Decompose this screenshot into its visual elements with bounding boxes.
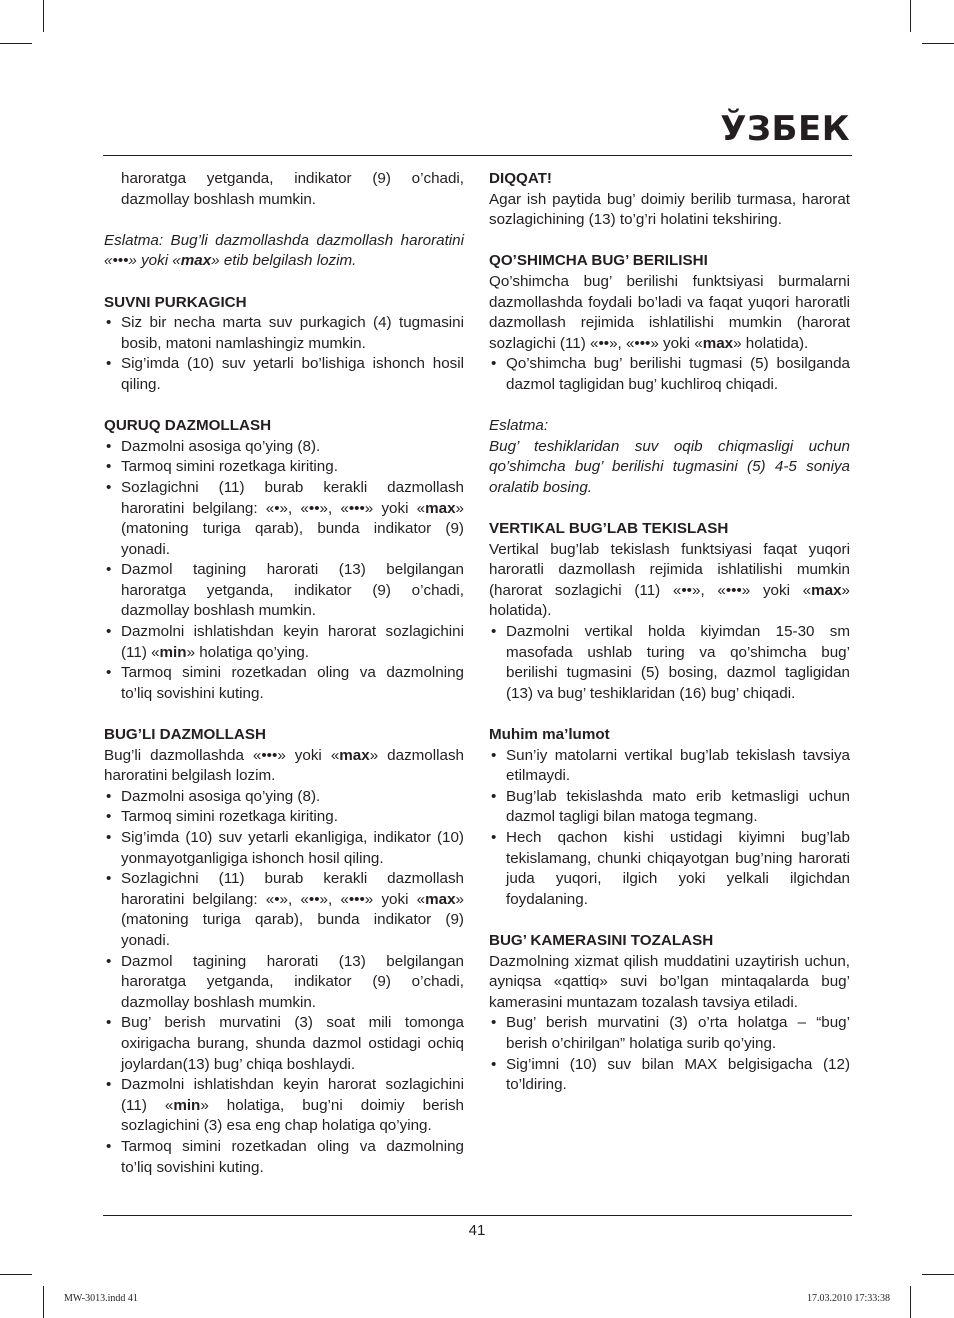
section-heading: SUVNI PURKAGICH: [104, 293, 247, 311]
bullet-list: [489, 354, 850, 395]
header-rule: [103, 155, 852, 156]
footer-rule: [103, 1215, 852, 1216]
list-item: • Dazmolni ishlatishdan keyin harorat sozlagichini (11) «min» holatiga, bug’ni doimiy berish sozlagichini (3) esa eng chap holatiga qo’ying.: [104, 1075, 464, 1137]
crop-mark: [0, 43, 32, 44]
list-item: • Qo’shimcha bug’ berilishi tugmasi (5) bosilganda dazmol tagligidan bug’ kuchliroq chiqadi.: [489, 354, 850, 395]
list-item: • Sun’iy matolarni vertikal bug’lab tekislash tavsiya etilmaydi.: [489, 746, 850, 787]
section-heading: Muhim ma’lumot: [489, 726, 610, 744]
spacer: [104, 210, 464, 231]
spacer: [489, 910, 850, 931]
list-item: • Dazmolni vertikal holda kiyimdan 15-30 sm masofada ushlab turing va qo’shimcha bug’ berilishi tugmasini (5) bosing, dazmol tagligidan (13) va bug’ teshiklaridan (16) bug’ chiqadi.: [489, 622, 850, 704]
list-item: • Sig’imda (10) suv yetarli bo’lishiga ishonch hosil qiling.: [104, 354, 464, 395]
spacer: [104, 396, 464, 417]
list-item: • Tarmoq simini rozetkaga kiriting.: [104, 457, 464, 478]
left-column: [104, 169, 464, 1178]
crop-mark: [0, 1274, 32, 1275]
intro-paragraph: haroratga yetganda, indikator (9) o’chadi, dazmollay boshlash mumkin.: [121, 170, 464, 208]
note-paragraph: Eslatma: Bug’li dazmollashda dazmollash haroratini «•••» yoki «max» etib belgilash lozim.: [104, 231, 464, 270]
crop-mark: [922, 1274, 954, 1275]
list-item: • Dazmolni asosiga qo’ying (8).: [104, 787, 464, 808]
list-item: • Hech qachon kishi ustidagi kiyimni bug’lab tekislamang, chunki chiqayotgan bug’ning harorati juda yuqori, ilgich yoki yelkali ilgichdan foydalaning.: [489, 828, 850, 910]
page-title: ЎЗБЕК: [720, 109, 850, 149]
spacer: [489, 396, 850, 417]
list-item: • Tarmoq simini rozetkaga kiriting.: [104, 807, 464, 828]
crop-mark: [922, 43, 954, 44]
print-slug-date: 17.03.2010 17:33:38: [806, 1293, 890, 1304]
section-heading: BUG’ KAMERASINI TOZALASH: [489, 931, 714, 949]
list-item: • Bug’lab tekislashda mato erib ketmasligi uchun dazmol tagligi bilan matoga tegmang.: [489, 787, 850, 828]
list-item: • Dazmolni asosiga qo’ying (8).: [104, 437, 464, 458]
list-item: • Dazmol tagining harorati (13) belgilangan haroratga yetganda, indikator (9) o’chadi, dazmollay boshlash mumkin.: [104, 560, 464, 622]
section-heading: QO’SHIMCHA BUG’ BERILISHI: [489, 252, 708, 270]
bullet-list: [489, 1013, 850, 1095]
spacer: [489, 231, 850, 252]
section-heading: DIQQAT!: [489, 170, 552, 187]
crop-mark: [43, 1286, 44, 1318]
spacer: [104, 704, 464, 725]
list-item: • Tarmoq simini rozetkadan oling va dazmolning to’liq sovishini kuting.: [104, 663, 464, 704]
list-item: • Dazmolni ishlatishdan keyin harorat sozlagichini (11) «min» holatiga qo’ying.: [104, 622, 464, 663]
bullet-list: [104, 437, 464, 705]
list-item: • Sozlagichni (11) burab kerakli dazmollash haroratini belgilang: «•», «••», «•••» yoki «max» (matoning turiga qarab), bunda indikator (9) yonadi.: [104, 869, 464, 951]
list-item: • Tarmoq simini rozetkadan oling va dazmolning to’liq sovishini kuting.: [104, 1137, 464, 1178]
crop-mark: [43, 0, 44, 32]
list-item: • Sig’imda (10) suv yetarli ekanligiga, indikator (10) yonmayotganligiga ishonch hosil qiling.: [104, 828, 464, 869]
section-heading: BUG’LI DAZMOLLASH: [104, 726, 266, 744]
note-paragraph: Bug’ teshiklaridan suv oqib chiqmasligi uchun qo’shimcha bug’ berilishi tugmasini (5) 4-5 soniya oralatib bosing.: [489, 437, 850, 496]
print-slug-file: MW-3013.indd 41: [64, 1293, 138, 1304]
page-number: 41: [468, 1222, 486, 1239]
list-item: • Bug’ berish murvatini (3) o’rta holatga – “bug’ berish o’chirilgan” holatiga surib qo’ying.: [489, 1013, 850, 1054]
section-paragraph: Agar ish paytida bug’ doimiy berilib turmasa, harorat sozlagichining (13) to’g’ri holatini tekshiring.: [489, 190, 850, 229]
list-item: • Sig’imni (10) suv bilan MAX belgisigacha (12) to’ldiring.: [489, 1055, 850, 1096]
list-item: • Siz bir necha marta suv purkagich (4) tugmasini bosib, matoni namlashingiz mumkin.: [104, 313, 464, 354]
list-item: • Bug’ berish murvatini (3) soat mili tomonga oxirigacha burang, shunda dazmol ostidagi ochiq joylardan(13) bug’ chiqa boshlaydi.: [104, 1013, 464, 1075]
bullet-list: [489, 622, 850, 704]
note-label: Eslatma:: [489, 417, 549, 435]
section-paragraph: Vertikal bug’lab tekislash funktsiyasi faqat yuqori haroratli dazmollash rejimida ishlatilishi mumkin (harorat sozlagichi (11) «••», «•••» yoki «max» holatida).: [489, 540, 850, 620]
bullet-list: [489, 746, 850, 911]
bullet-list: [104, 313, 464, 395]
right-column: [489, 169, 850, 1096]
crop-mark: [910, 0, 911, 32]
bullet-list: [104, 787, 464, 1178]
spacer: [489, 499, 850, 520]
list-item: • Dazmol tagining harorati (13) belgilangan haroratga yetganda, indikator (9) o’chadi, dazmollay boshlash mumkin.: [104, 952, 464, 1014]
spacer: [489, 704, 850, 725]
section-paragraph: Bug’li dazmollashda «•••» yoki «max» dazmollash haroratini belgilash lozim.: [104, 746, 464, 785]
section-heading: VERTIKAL BUG’LAB TEKISLASH: [489, 520, 729, 538]
section-paragraph: Dazmolning xizmat qilish muddatini uzaytirish uchun, ayniqsa «qattiq» suvi bo’lgan mintaqalarda bug’ kamerasini muntazam tozalash tavsiya etiladi.: [489, 952, 850, 1011]
list-item: • Sozlagichni (11) burab kerakli dazmollash haroratini belgilang: «•», «••», «•••» yoki «max» (matoning turiga qarab), bunda indikator (9) yonadi.: [104, 478, 464, 560]
section-paragraph: Qo’shimcha bug’ berilishi funktsiyasi burmalarni dazmollashda foydali bo’ladi va faqat yuqori haroratli dazmollash rejimida ishlatilishi mumkin (harorat sozlagichi (11) «••», «•••» yoki «max» holatida).: [489, 272, 850, 352]
section-heading: QURUQ DAZMOLLASH: [104, 417, 272, 435]
spacer: [104, 272, 464, 293]
crop-mark: [910, 1286, 911, 1318]
